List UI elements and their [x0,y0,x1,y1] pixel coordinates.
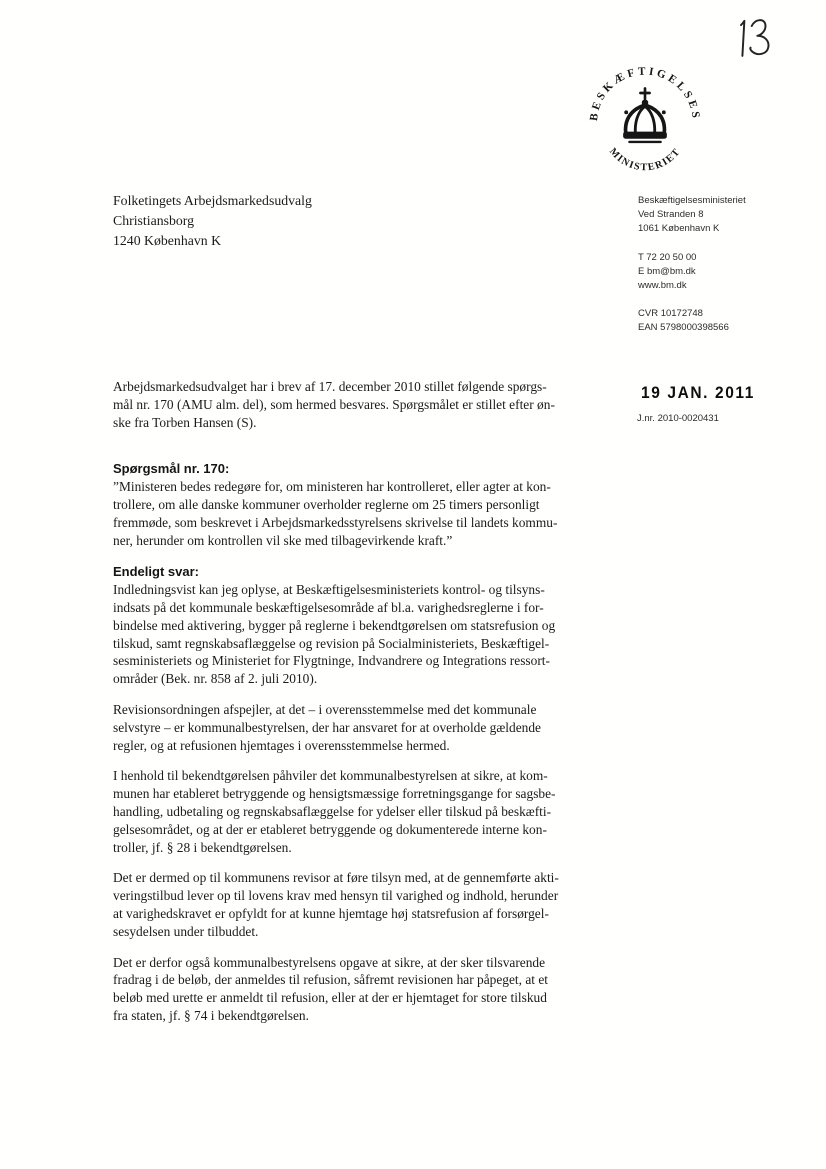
answer-paragraph: Indledningsvist kan jeg oplyse, at Beskæftigelsesministeriets kontrol- og tilsyns- indsats på det kommunale beskæftigelsesområde af bl.a. varighedsreglerne i for- bindelse med aktivering, bygger på reglerne i bekendtgørelsen om statsrefusion og tilskud, samt regnskabsaflæggelse og revision på Socialministeriets, Beskæftigel- sesministeriets og Ministeriet for Flygtninge, Indvandrere og Integrations ressort- områder (Bek. nr. 858 af 2. juli 2010). [113,582,556,687]
question-heading: Spørgsmål nr. 170: [113,461,230,477]
sender-street: Ved Stranden 8 [638,209,704,221]
logo-arc-top-label: BESKÆFTIGELSES [588,65,702,122]
sender-ean: EAN 5798000398566 [638,322,729,334]
handwritten-page-number [727,12,783,68]
intro-paragraph: Arbejdsmarkedsudvalget har i brev af 17. december 2010 stillet følgende spørgs- mål nr. 170 (AMU alm. del), som hermed besvares. Spørgsmålet er stillet efter øn- ske fra Torben Hansen (S). [113,379,555,430]
ministry-logo [584,62,706,184]
letter-body [113,378,653,1038]
sender-website: www.bm.dk [638,280,687,292]
sender-registry-group [638,307,746,335]
recipient-building: Christiansborg [113,213,194,228]
sender-cvr: CVR 10172748 [638,308,703,320]
sender-address-group [638,194,746,237]
recipient-organization: Folketingets Arbejdsmarkedsudvalg [113,193,312,208]
sender-phone: T 72 20 50 00 [638,251,697,263]
sender-info-block [638,194,746,350]
recipient-address-block [113,191,312,251]
answer-paragraph: Revisionsordningen afspejler, at det – i overensstemmelse med det kommunale selvstyre – er kommunalbestyrelsen, der har ansvaret for at overholde gældende regler, og at refusionen hjemtages i overensstemmelse hermed. [113,701,541,753]
logo-arc-bottom-label: MINISTERIET [606,146,683,174]
answer-paragraph: I henhold til bekendtgørelsen påhviler det kommunalbestyrelsen at sikre, at kom- munen har etableret betryggende og hensigtsmæssige forretningsgange for sagsbe- handling, udbetaling og regnskabsaflæggelse for ydelser eller tilskud på beskæfti- gelsesområdet, og at der er etableret betryggende og dokumenterede interne kon- troller, jf. § 28 i bekendtgørelsen. [113,768,556,855]
sender-postal-city: 1061 København K [638,223,720,235]
sender-contact-group [638,251,746,294]
sender-email: E bm@bm.dk [638,265,696,277]
answer-paragraph: Det er dermed op til kommunens revisor at føre tilsyn med, at de gennemførte akti- veringstilbud lever op til lovens krav med hensyn til varighed og indhold, herunder at varighedskravet er opfyldt for at kunne hjemtage høj statsrefusion af forsørgel- sesydelsen under tilbuddet. [113,870,559,939]
sender-ministry: Beskæftigelsesministeriet [638,195,746,206]
question-paragraph: ”Ministeren bedes redegøre for, om ministeren har kontrolleret, eller agter at kon- trollere, om alle danske kommuner overholder reglerne om 25 timers personligt fremmøde, som beskrevet i Arbejdsmarkedsstyrelsens skrivelse til landets kommu- ner, herunder om kontrollen vil ske med tilbagevirkende kraft.” [113,479,558,548]
crown-icon [623,88,667,143]
svg-text:MINISTERIET [607,146,683,173]
recipient-postal-city: 1240 København K [113,233,222,248]
date-received-stamp: 19 JAN. 2011 [641,384,755,403]
answer-paragraph: Det er derfor også kommunalbestyrelsens opgave at sikre, at der sker tilsvarende fradrag i de beløb, der anmeldes til refusion, såfremt revisionen har påpeget, at et beløb med urette er anmeldt til refusion, eller at der er hjemtaget for store tilskud fra staten, jf. § 74 i bekendtgørelsen. [113,954,549,1023]
answer-heading: Endeligt svar: [113,564,199,580]
journal-number: J.nr. 2010-0020431 [637,413,719,424]
